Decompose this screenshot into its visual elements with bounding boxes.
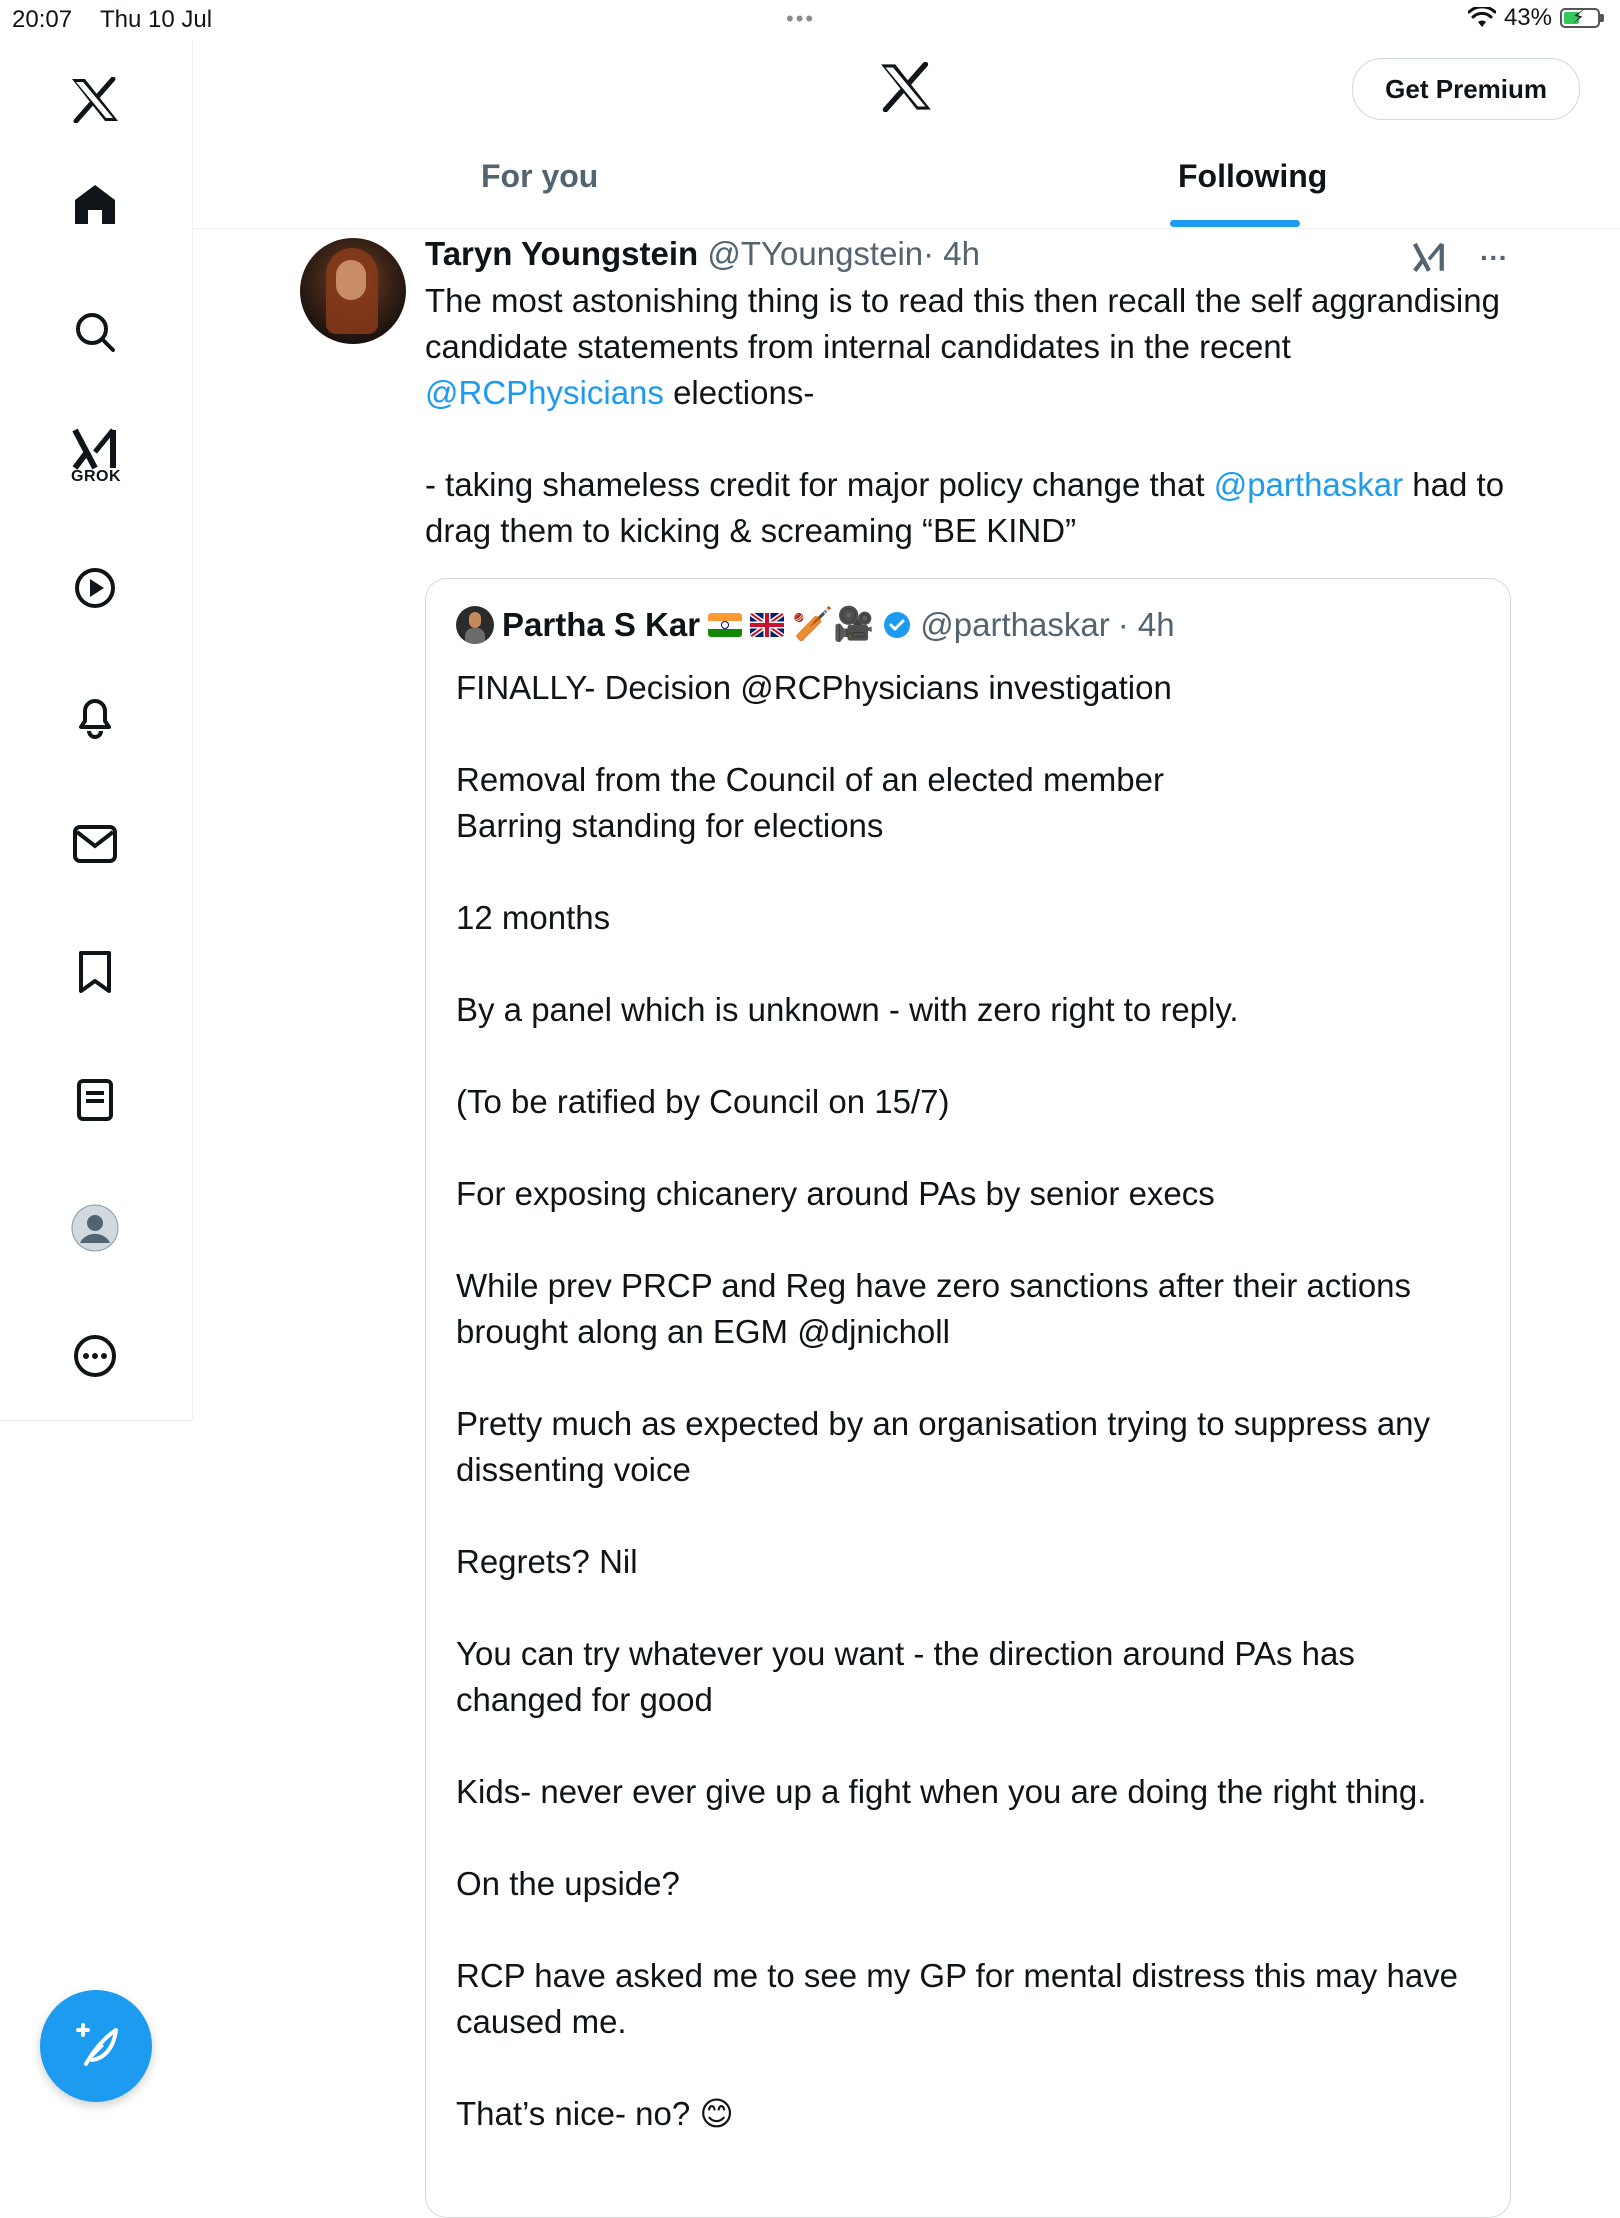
multitasking-dots[interactable]: •••	[786, 6, 816, 31]
tweet-header-actions	[1412, 236, 1508, 280]
lists-icon[interactable]	[63, 1068, 127, 1132]
quoted-paragraph: That’s nice- no? 😊	[456, 2095, 734, 2132]
tweet-header	[425, 232, 1510, 276]
timeline-header	[193, 40, 1620, 229]
tab-for-you[interactable]: For you	[481, 158, 599, 194]
more-icon[interactable]	[63, 1324, 127, 1388]
tweet-text-part: had to drag them to kicking & screaming “BE KIND”	[425, 466, 1505, 549]
messages-icon[interactable]	[63, 812, 127, 876]
quoted-avatar	[456, 606, 494, 644]
wifi-icon	[1468, 7, 1496, 29]
quoted-paragraph: Removal from the Council of an elected member	[456, 761, 1164, 798]
author-name[interactable]: Taryn Youngstein	[425, 235, 699, 272]
author-handle[interactable]: @TYoungstein	[707, 235, 924, 272]
quoted-tweet-text	[456, 665, 1486, 2137]
compose-icon	[70, 2020, 122, 2072]
status-right	[1468, 4, 1604, 32]
get-premium-button[interactable]: Get Premium	[1352, 58, 1580, 120]
quoted-paragraph: Regrets? Nil	[456, 1543, 638, 1580]
quoted-tweet-time: · 4h	[1117, 605, 1175, 643]
tweet-text-part: elections-	[663, 374, 815, 411]
quoted-paragraph: Barring standing for elections	[456, 807, 884, 844]
quoted-tweet-header	[456, 605, 1175, 644]
grok-label: GROK	[71, 468, 121, 485]
video-icon[interactable]	[63, 556, 127, 620]
status-date: Thu 10 Jul	[100, 6, 213, 33]
mention-link[interactable]: @RCPhysicians	[425, 374, 664, 411]
status-time: 20:07	[12, 6, 73, 33]
quoted-paragraph: You can try whatever you want - the direction around PAs has changed for good	[456, 1635, 1355, 1718]
avatar[interactable]	[300, 238, 406, 344]
quoted-paragraph: 12 months	[456, 899, 611, 936]
quoted-paragraph: Pretty much as expected by an organisation trying to suppress any dissenting voice	[456, 1405, 1431, 1488]
search-icon[interactable]	[63, 300, 127, 364]
home-icon[interactable]	[63, 172, 127, 236]
sidebar-nav	[0, 40, 193, 1420]
tweet-text-part: - taking shameless credit for major policy change that	[425, 466, 1214, 503]
quoted-paragraph: For exposing chicanery around PAs by senior execs	[456, 1175, 1215, 1212]
tweet-time[interactable]: · 4h	[923, 235, 981, 272]
tweet-text-part: The most astonishing thing is to read this then recall the self aggrandising candidate statements from internal candidates in the recent	[425, 282, 1500, 365]
quoted-paragraph: By a panel which is unknown - with zero right to reply.	[456, 991, 1239, 1028]
grok-icon[interactable]	[63, 426, 127, 506]
compose-button[interactable]	[40, 1990, 152, 2102]
quoted-paragraph: While prev PRCP and Reg have zero sanctions after their actions brought along an EGM @djnicholl	[456, 1267, 1412, 1350]
tweet-body	[425, 232, 1510, 554]
verified-badge-icon	[882, 610, 912, 640]
notifications-icon[interactable]	[63, 684, 127, 748]
uk-flag-icon	[750, 613, 784, 637]
x-center-logo-icon[interactable]	[879, 62, 933, 117]
bookmarks-icon[interactable]	[63, 940, 127, 1004]
india-flag-icon	[708, 613, 742, 637]
status-bar	[0, 0, 1620, 40]
quoted-paragraph: (To be ratified by Council on 15/7)	[456, 1083, 950, 1120]
battery-icon: ⚡	[1560, 8, 1604, 28]
quoted-author-name: Partha S Kar	[502, 605, 701, 643]
profile-icon[interactable]	[63, 1196, 127, 1260]
grok-explain-icon[interactable]	[1412, 241, 1446, 275]
x-logo-icon[interactable]	[63, 68, 127, 132]
sidebar-divider	[0, 1420, 192, 1421]
quoted-tweet[interactable]	[425, 578, 1511, 2218]
quoted-paragraph: RCP have asked me to see my GP for mental distress this may have caused me.	[456, 1957, 1459, 2040]
quoted-paragraph: Kids- never ever give up a fight when you are doing the right thing.	[456, 1773, 1427, 1810]
tab-following[interactable]: Following	[1178, 158, 1328, 194]
quoted-paragraph: FINALLY- Decision @RCPhysicians investigation	[456, 669, 1172, 706]
mention-link[interactable]: @parthaskar	[1213, 466, 1404, 503]
tweet-text	[425, 278, 1510, 554]
more-options-icon[interactable]: ···	[1480, 242, 1508, 273]
active-tab-indicator	[1170, 220, 1300, 227]
emoji-cricket-camera: 🏏🎥	[792, 605, 875, 642]
battery-percent: 43%	[1503, 4, 1552, 31]
quoted-paragraph: On the upside?	[456, 1865, 680, 1902]
quoted-author-handle: @parthaskar	[920, 605, 1110, 643]
